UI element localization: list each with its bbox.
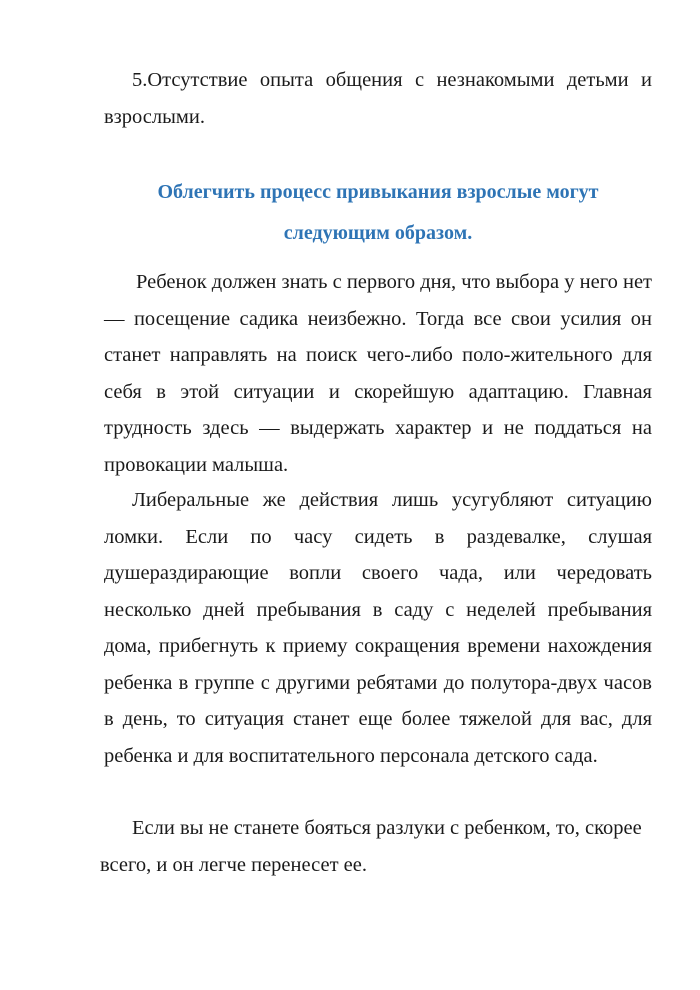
paragraph-1: Ребенок должен знать с первого дня, что выбора у него нет — посещение садика неизбежно. Тогда все свои усилия он станет направлять на поиск чего-либо поло-жительного для себя в этой ситуации и скорейшую адаптацию. Главная трудность здесь — выдержать характер и не поддаться на провокации малыша. <box>104 271 653 476</box>
list-item-5: 5.Отсутствие опыта общения с незнакомыми детьми и взрослыми. <box>104 69 652 128</box>
paragraph-2: Либеральные же действия лишь усугубляют ситуацию ломки. Если по часу сидеть в раздевалке, слушая душераздирающие вопли своего чада, или чередовать несколько дней пребывания в саду с неделей пребывания дома, прибегнуть к приему сокращения времени нахождения ребенка в группе с другими ребятами до полутора-двух часов в день, то ситуация станет еще более тяжелой для вас, для ребенка и для воспитательного персонала детского сада. <box>104 489 652 767</box>
section-heading: Облегчить процесс привыкания взрослые могут следующим образом. <box>157 181 599 244</box>
paragraph-3: Если вы не станете бояться разлуки с ребенком, то, скорее всего, и он легче перенесет ее. <box>100 817 642 876</box>
